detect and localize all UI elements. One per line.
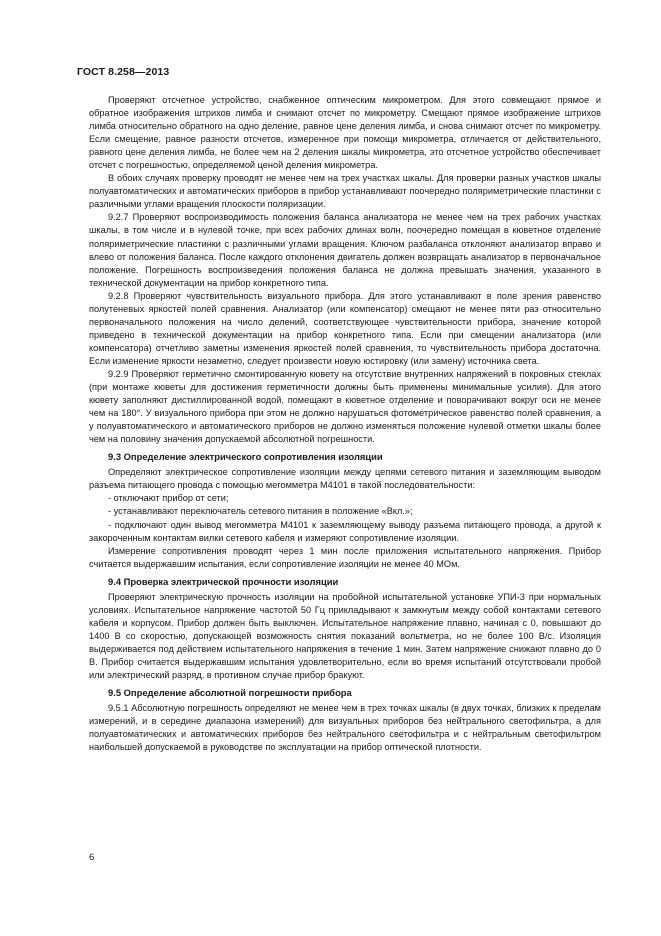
- body-paragraph: - подключают один вывод мегомметра М4101 к заземляющему выводу разъема питающего провода, а другой к закороченным контактам вилки сетевого кабеля и измеряют сопротивление изоляции.: [89, 519, 601, 543]
- body-paragraph: Измерение сопротивления проводят через 1 мин после приложения испытательного напряжения. Прибор считается выдержавшим испытания, если сопротивление изоляции не менее 40 МОм.: [89, 545, 601, 569]
- body-paragraph: 9.2.9 Проверяют герметично смонтированную кювету на отсутствие внутренних напряжений в покровных стеклах (при монтаже кюветы для достижения герметичности должны быть применены минимальные усилия). Для этого кювету заполняют дистиллированной водой, помещают в кюветное отделение и поворачивают вокруг оси не менее чем на 180°. У визуального прибора при этом не должно нарушаться фотометрическое равенство полей сравнения, а у полуавтоматического и автоматического приборов не должно изменяться положение нулевой отметки шкалы более чем на половину значения допускаемой абсолютной погрешности.: [89, 368, 601, 445]
- page-number: 6: [89, 852, 95, 863]
- document-body: [89, 94, 601, 754]
- section-heading: 9.3 Определение электрического сопротивления изоляции: [108, 451, 383, 463]
- section-heading: 9.5 Определение абсолютной погрешности прибора: [108, 687, 352, 699]
- standard-header: ГОСТ 8.258—2013: [77, 66, 170, 78]
- body-paragraph: - устанавливают переключатель сетевого питания в положение «Вкл.»;: [108, 506, 413, 517]
- body-paragraph: 9.2.7 Проверяют воспроизводимость положения баланса анализатора не менее чем на трех рабочих участках шкалы, в том числе и в нулевой точке, при всех рабочих длинах волн, поочередно помещая в кюветное отделение поляриметрические пластинки с различными углами вращения. Ключом разбалансa отклоняют анализатор вправо и влево от положения баланса. После каждого отклонения двигатель должен возвращать анализатор в первоначальное положение. Погрешность воспроизведения положения баланса не должна превышать значения, указанного в технической документации на прибор конкретного типа.: [89, 212, 601, 288]
- body-paragraph: - отключают прибор от сети;: [108, 493, 229, 504]
- body-paragraph: В обоих случаях проверку проводят не менее чем на трех участках шкалы. Для проверки разных участков шкалы полуавтоматических и автоматических приборов в прибор устанавливают поочередно поляриметрические пластинки с различными углами вращения плоскости поляризации.: [89, 173, 601, 210]
- section-heading: 9.4 Проверка электрической прочности изоляции: [108, 575, 339, 587]
- body-paragraph: 9.5.1 Абсолютную погрешность определяют не менее чем в трех точках шкалы (в двух точках, близких к пределам измерений, и в середине диапазона измерений) для визуальных приборов без нейтрального светофильтра, а для полуавтоматических и автоматических приборов без нейтрального светофильтра и с нейтральным светофильтром наибольшей допускаемой в руководстве по эксплуатации на прибор оптической плотности.: [89, 703, 601, 753]
- body-paragraph: 9.2.8 Проверяют чувствительность визуального прибора. Для этого устанавливают в поле зрения равенство полутеневых яркостей полей сравнения. Анализатор (или компенсатор) смещают не менее пяти раз относительно первоначального положения на число делений, соответствующее чувствительности прибора, значение которой приведено в технической документации на прибор конкретного типа. Если при смещении анализатора (или компенсатора) отчетливо заметны изменения яркостей полей сравнения, то чувствительность прибора достаточна. Если изменение яркости незаметно, следует произвести новую юстировку (или замену) источника света.: [89, 290, 601, 366]
- body-paragraph: Определяют электрическое сопротивление изоляции между цепями сетевого питания и заземляющим выводом разъема питающего провода с помощью мегомметра М4101 в такой последовательности:: [89, 467, 601, 491]
- body-paragraph: Проверяют отсчетное устройство, снабженное оптическим микрометром. Для этого совмещают прямое и обратное изображения штрихов лимба и снимают отсчет по микрометру. Смещают прямое изображение штрихов лимба относительно обратного на одно деление, равное цене деления лимба, и снова снимают отсчет по микрометру. Если смещение, равное разности отсчетов, измеренное при помощи микрометра, отличается от действительного, равного цене деления лимба, не более чем на 2 деления шкалы микрометра, это отсчетное устройство обеспечивает отсчет с погрешностью, определяемой ценой деления микрометра.: [89, 95, 601, 171]
- body-paragraph: Проверяют электрическую прочность изоляции на пробойной испытательной установке УПИ-3 при нормальных условиях. Испытательное напряжение частотой 50 Гц прикладывают к замкнутым между собой контактами сетевого кабеля и корпусом. Прибор должен быть выключен. Испытательное напряжение плавно, начиная с 0, повышают до 1400 В со скоростью, допускающей возможность снятия показаний вольтметра, но не более 100 В/с. Изоляция выдерживается под действием испытательного напряжения в течение 1 мин. Затем напряжение снижают плавно до 0 В. Прибор считается выдержавшим испытания удовлетворительно, если во время испытаний отсутствовали пробой или электрический разряд, в противном случае прибор бракуют.: [89, 591, 601, 681]
